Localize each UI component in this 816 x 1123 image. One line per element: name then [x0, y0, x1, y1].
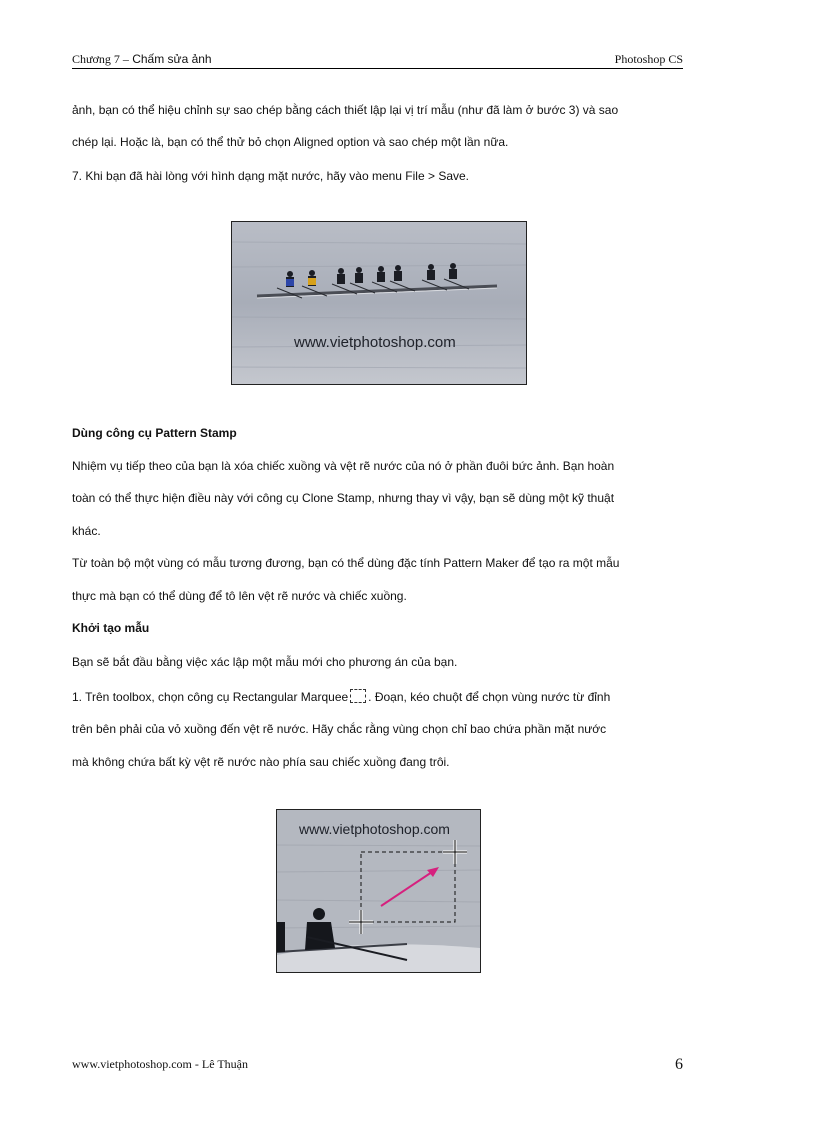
- paragraph-line: khác.: [72, 524, 101, 538]
- paragraph-line: Từ toàn bộ một vùng có mẫu tương đương, bạn có thể dùng đặc tính Pattern Maker để tạo ra một mẫu: [72, 556, 620, 570]
- header-chapter-title: Chấm sửa ảnh: [132, 52, 212, 66]
- page-header: [72, 52, 683, 69]
- paragraph-line: thực mà bạn có thể dùng để tô lên vệt rẽ nước và chiếc xuồng.: [72, 589, 407, 603]
- paragraph-line: chép lại. Hoặc là, bạn có thể thử bỏ chọn Aligned option và sao chép một lần nữa.: [72, 135, 509, 149]
- section-heading: Dùng công cụ Pattern Stamp: [72, 426, 237, 440]
- footer-source: www.vietphotoshop.com - Lê Thuận: [72, 1057, 248, 1071]
- paragraph-line: toàn có thể thực hiện điều này với công cụ Clone Stamp, nhưng thay vì vậy, bạn sẽ dùng một kỹ thuật: [72, 491, 615, 505]
- page-number: 6: [675, 1056, 683, 1073]
- marquee-photo-image: [277, 810, 480, 972]
- header-book-title: Photoshop CS: [614, 52, 683, 66]
- paragraph-text: . Đoạn, kéo chuột để chọn vùng nước từ đỉnh: [368, 690, 611, 704]
- paragraph-line: [72, 689, 610, 704]
- paragraph-line: ảnh, bạn có thể hiệu chỉnh sự sao chép bằng cách thiết lập lại vị trí mẫu (như đã làm ở bước 3) và sao: [72, 103, 619, 117]
- paragraph-line: trên bên phải của vỏ xuồng đến vệt rẽ nước. Hãy chắc rằng vùng chọn chỉ bao chứa phần mặt nước: [72, 722, 607, 736]
- paragraph-text: 1. Trên toolbox, chọn công cụ Rectangular Marquee: [72, 690, 349, 704]
- paragraph-line: 7. Khi bạn đã hài lòng với hình dạng mặt nước, hãy vào menu File > Save.: [72, 169, 470, 183]
- rowing-photo-watermark: www.vietphotoshop.com: [294, 334, 456, 351]
- header-chapter: [72, 52, 212, 67]
- paragraph-line: Bạn sẽ bắt đầu bằng việc xác lập một mẫu mới cho phương án của bạn.: [72, 655, 458, 669]
- paragraph-line: mà không chứa bất kỳ vệt rẽ nước nào phía sau chiếc xuồng đang trôi.: [72, 755, 450, 769]
- paragraph-line: Nhiệm vụ tiếp theo của bạn là xóa chiếc xuồng và vệt rẽ nước của nó ở phần đuôi bức ảnh. Bạn hoàn: [72, 459, 615, 473]
- header-chapter-number: Chương 7 –: [72, 52, 129, 66]
- rectangular-marquee-icon: [350, 689, 366, 703]
- marquee-photo-watermark: www.vietphotoshop.com: [299, 821, 450, 837]
- marquee-selection-photo: [276, 809, 481, 973]
- section-heading: Khởi tạo mẫu: [72, 621, 150, 635]
- rowing-photo-image: [232, 222, 526, 384]
- rowing-photo: [231, 221, 527, 385]
